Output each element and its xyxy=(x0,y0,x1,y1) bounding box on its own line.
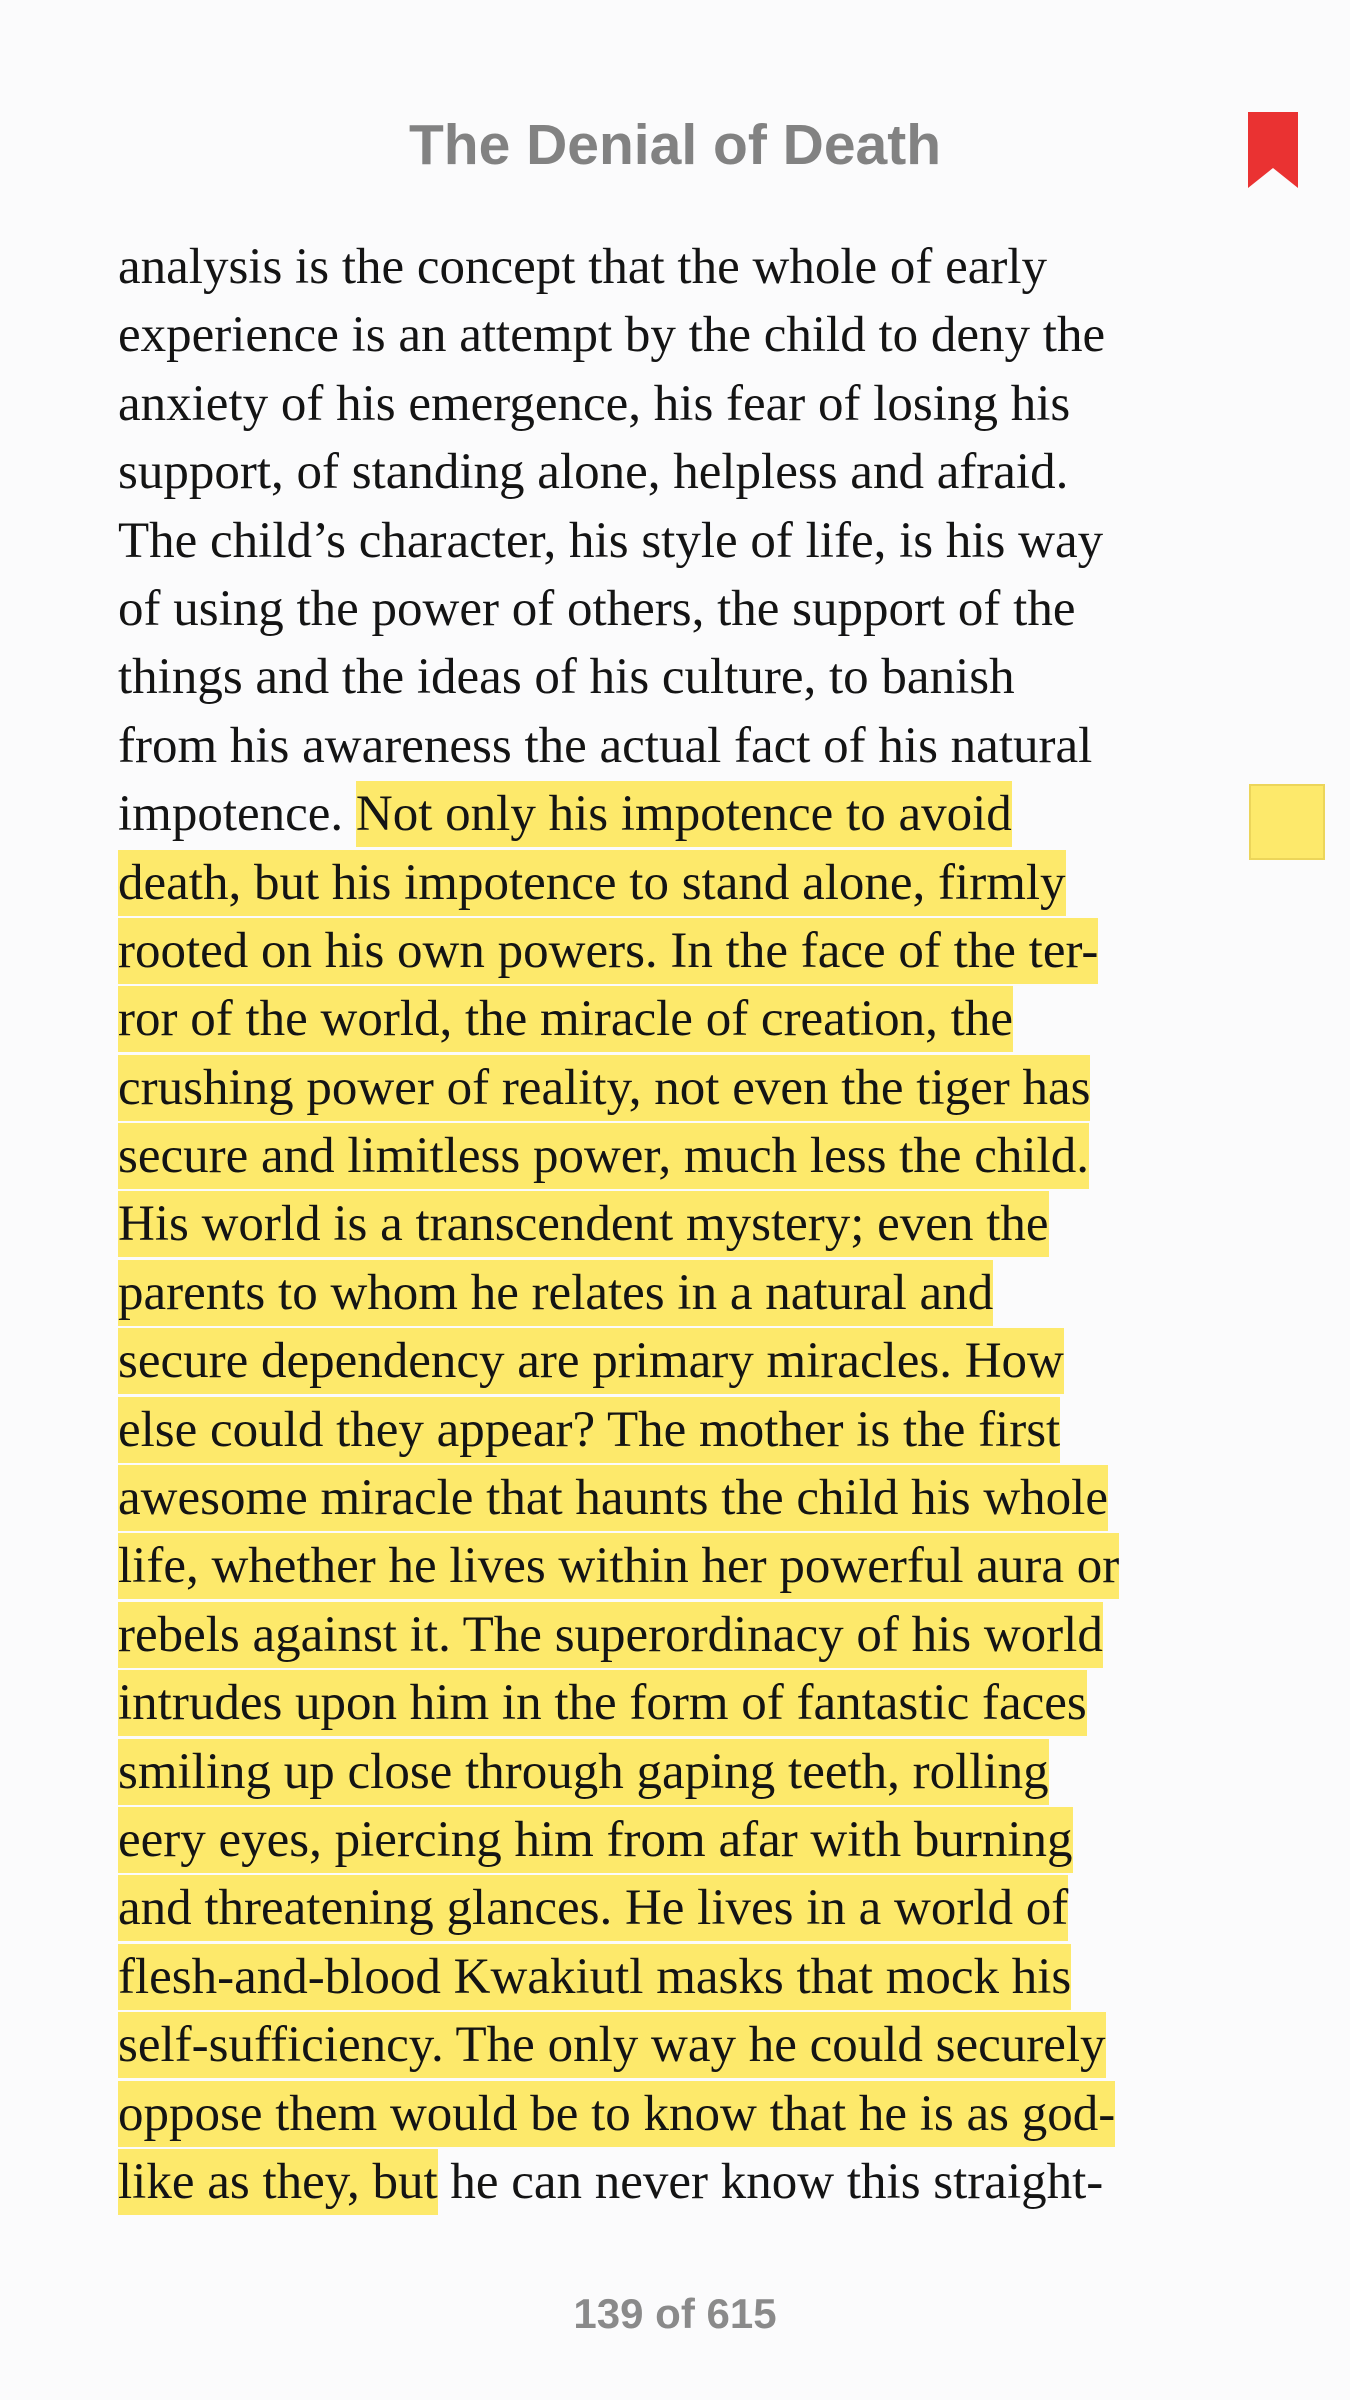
highlighted-text[interactable]: ror of the world, the miracle of creation, the xyxy=(118,986,1013,1052)
highlighted-text[interactable]: rebels against it. The superordinacy of his world xyxy=(118,1602,1103,1668)
text-segment: he can never know this straight- xyxy=(437,2153,1104,2210)
text-segment: The child’s character, his style of life, is his way xyxy=(118,512,1104,569)
highlighted-text[interactable]: awesome miracle that haunts the child his whole xyxy=(118,1465,1108,1531)
text-line xyxy=(118,985,1238,1053)
text-line xyxy=(118,1054,1238,1122)
text-segment: from his awareness the actual fact of his natural xyxy=(118,717,1093,774)
highlighted-text[interactable]: self-sufficiency. The only way he could securely xyxy=(118,2012,1106,2078)
text-line xyxy=(118,1122,1238,1190)
text-line xyxy=(118,2148,1238,2216)
text-line xyxy=(118,1259,1238,1327)
highlighted-text[interactable]: parents to whom he relates in a natural and xyxy=(118,1260,993,1326)
text-line xyxy=(118,1943,1238,2011)
highlighted-text[interactable]: life, whether he lives within her powerful aura or xyxy=(118,1533,1119,1599)
highlighted-text[interactable]: death, but his impotence to stand alone, firmly xyxy=(118,850,1066,916)
text-line xyxy=(118,233,1238,301)
text-segment: of using the power of others, the support of the xyxy=(118,580,1076,637)
text-line xyxy=(118,1669,1238,1737)
book-text[interactable] xyxy=(118,233,1238,2216)
text-line xyxy=(118,1464,1238,1532)
text-segment: impotence. xyxy=(118,786,356,843)
text-line xyxy=(118,370,1238,438)
highlighted-text[interactable]: and threatening glances. He lives in a world of xyxy=(118,1875,1068,1941)
highlighted-text[interactable]: like as they, but xyxy=(118,2149,438,2215)
text-line xyxy=(118,575,1238,643)
text-line xyxy=(118,2080,1238,2148)
text-line xyxy=(118,301,1238,369)
text-line xyxy=(118,1396,1238,1464)
text-line xyxy=(118,1806,1238,1874)
text-line xyxy=(118,712,1238,780)
highlighted-text[interactable]: eery eyes, piercing him from afar with burning xyxy=(118,1807,1073,1873)
text-segment: analysis is the concept that the whole of early xyxy=(118,239,1048,295)
highlighted-text[interactable]: flesh-and-blood Kwakiutl masks that mock his xyxy=(118,1944,1071,2010)
bookmark-icon[interactable] xyxy=(1248,112,1298,188)
highlighted-text[interactable]: crushing power of reality, not even the tiger has xyxy=(118,1055,1090,1121)
highlighted-text[interactable]: Not only his impotence to avoid xyxy=(356,781,1012,847)
text-segment: experience is an attempt by the child to deny the xyxy=(118,307,1106,364)
text-line xyxy=(118,917,1238,985)
page-indicator: 139 of 615 xyxy=(573,2290,777,2337)
text-line xyxy=(118,2011,1238,2079)
text-line xyxy=(118,1738,1238,1806)
highlighted-text[interactable]: oppose them would be to know that he is as god- xyxy=(118,2081,1115,2147)
text-segment: things and the ideas of his culture, to banish xyxy=(118,649,1015,706)
highlighted-text[interactable]: secure and limitless power, much less the child. xyxy=(118,1123,1089,1189)
text-line xyxy=(118,1190,1238,1258)
text-line xyxy=(118,849,1238,917)
text-segment: support, of standing alone, helpless and afraid. xyxy=(118,444,1069,501)
highlighted-text[interactable]: rooted on his own powers. In the face of the ter- xyxy=(118,918,1098,984)
text-line xyxy=(118,780,1238,848)
highlight-note-marker[interactable] xyxy=(1249,784,1325,860)
text-segment: anxiety of his emergence, his fear of losing his xyxy=(118,375,1071,432)
book-title[interactable]: The Denial of Death xyxy=(408,113,942,177)
text-line xyxy=(118,438,1238,506)
text-line xyxy=(118,1874,1238,1942)
text-line xyxy=(118,1601,1238,1669)
highlighted-text[interactable]: intrudes upon him in the form of fantastic faces xyxy=(118,1670,1087,1736)
highlighted-text[interactable]: else could they appear? The mother is the first xyxy=(118,1397,1060,1463)
text-line xyxy=(118,643,1238,711)
highlighted-text[interactable]: secure dependency are primary miracles. How xyxy=(118,1328,1064,1394)
text-line xyxy=(118,1327,1238,1395)
highlighted-text[interactable]: His world is a transcendent mystery; even the xyxy=(118,1191,1049,1257)
highlighted-text[interactable]: smiling up close through gaping teeth, rolling xyxy=(118,1739,1049,1805)
text-line xyxy=(118,1532,1238,1600)
text-line xyxy=(118,507,1238,575)
